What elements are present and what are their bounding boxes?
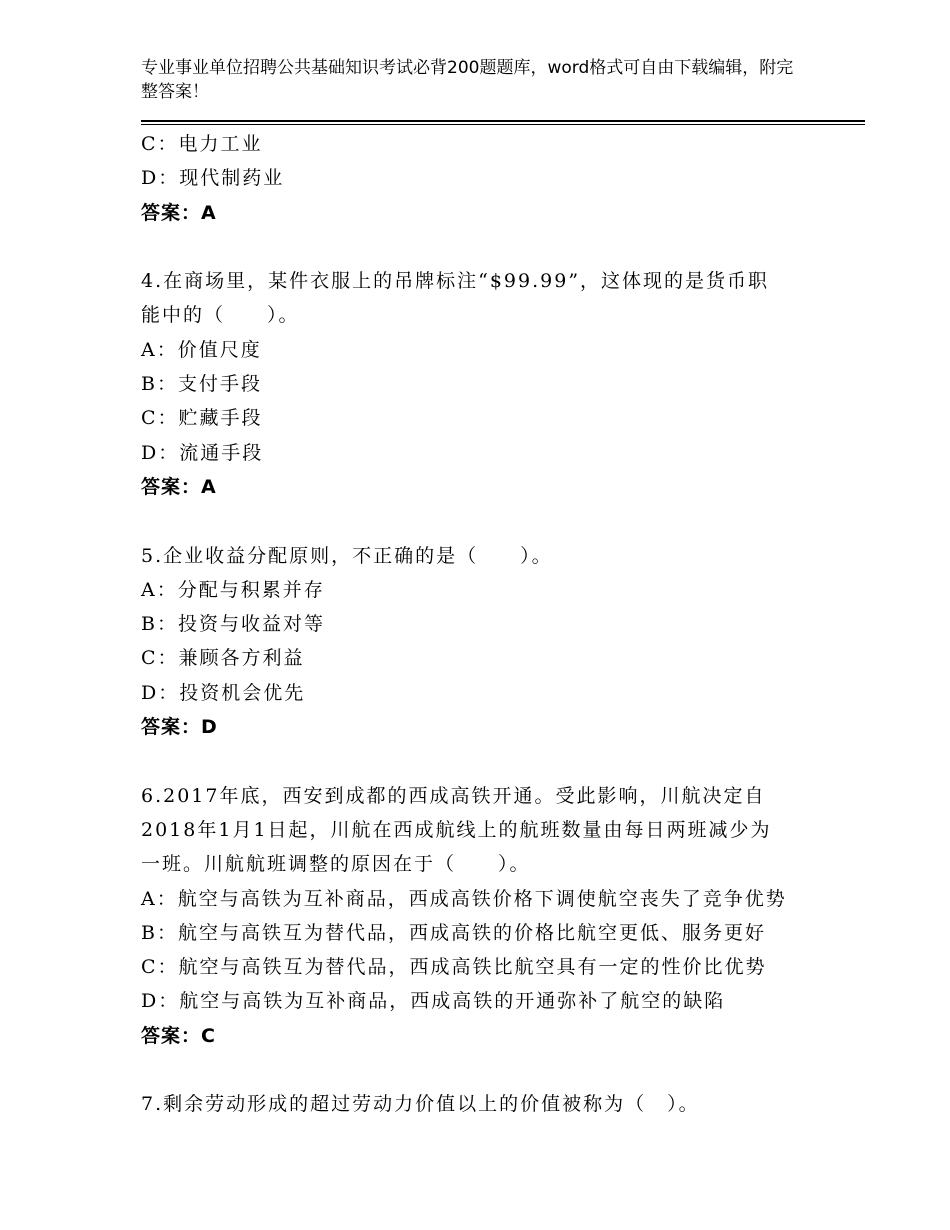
option-d: D：现代制药业 (141, 167, 285, 190)
question-text: 4.在商场里，某件衣服上的吊牌标注“$99.99”，这体现的是货币职 (141, 270, 770, 293)
question-block (141, 1087, 841, 1121)
answer: 答案：A (141, 475, 217, 498)
question-text: 5.企业收益分配原则，不正确的是（ ）。 (141, 544, 553, 567)
option-a: A：分配与积累并存 (141, 578, 325, 601)
option-c: C：航空与高铁互为替代品，西成高铁比航空具有一定的性价比优势 (141, 956, 767, 979)
option-b: B：支付手段 (141, 373, 262, 396)
option-d: D：流通手段 (141, 441, 264, 464)
option-a: A：价值尺度 (141, 338, 262, 361)
option-d: D：投资机会优先 (141, 681, 306, 704)
question-text: 2018年1月1日起，川航在西成航线上的航班数量由每日两班减少为 (141, 818, 772, 841)
option-b: B：投资与收益对等 (141, 613, 325, 636)
option-c: C：贮藏手段 (141, 407, 263, 430)
question-text: 6.2017年底，西安到成都的西成高铁开通。受此影响，川航决定自 (141, 784, 766, 807)
question-block (141, 539, 841, 745)
answer: 答案：D (141, 716, 218, 739)
document-body (141, 127, 841, 1122)
option-a: A：航空与高铁为互补商品，西成高铁价格下调使航空丧失了竞争优势 (141, 887, 787, 910)
option-d: D：航空与高铁为互补商品，西成高铁的开通弥补了航空的缺陷 (141, 990, 726, 1013)
header-rule-thin (141, 124, 865, 125)
page-header: 专业事业单位招聘公共基础知识考试必背200题题库，word格式可自由下载编辑，附完整答案！ (141, 58, 794, 102)
question-text: 7.剩余劳动形成的超过劳动力价值以上的价值被称为（ ）。 (141, 1093, 700, 1116)
answer: 答案：A (141, 201, 217, 224)
question-text: 一班。川航航班调整的原因在于（ ）。 (141, 853, 531, 876)
option-c: C：兼顾各方利益 (141, 647, 305, 670)
question-text: 能中的（ ）。 (141, 304, 300, 327)
question-block (141, 779, 841, 1053)
option-c: C：电力工业 (141, 133, 263, 155)
question-block (141, 264, 841, 504)
option-b: B：航空与高铁互为替代品，西成高铁的价格比航空更低、服务更好 (141, 921, 766, 944)
answer: 答案：C (141, 1024, 216, 1047)
header-rule-thick (141, 120, 865, 122)
question-block (141, 127, 841, 230)
